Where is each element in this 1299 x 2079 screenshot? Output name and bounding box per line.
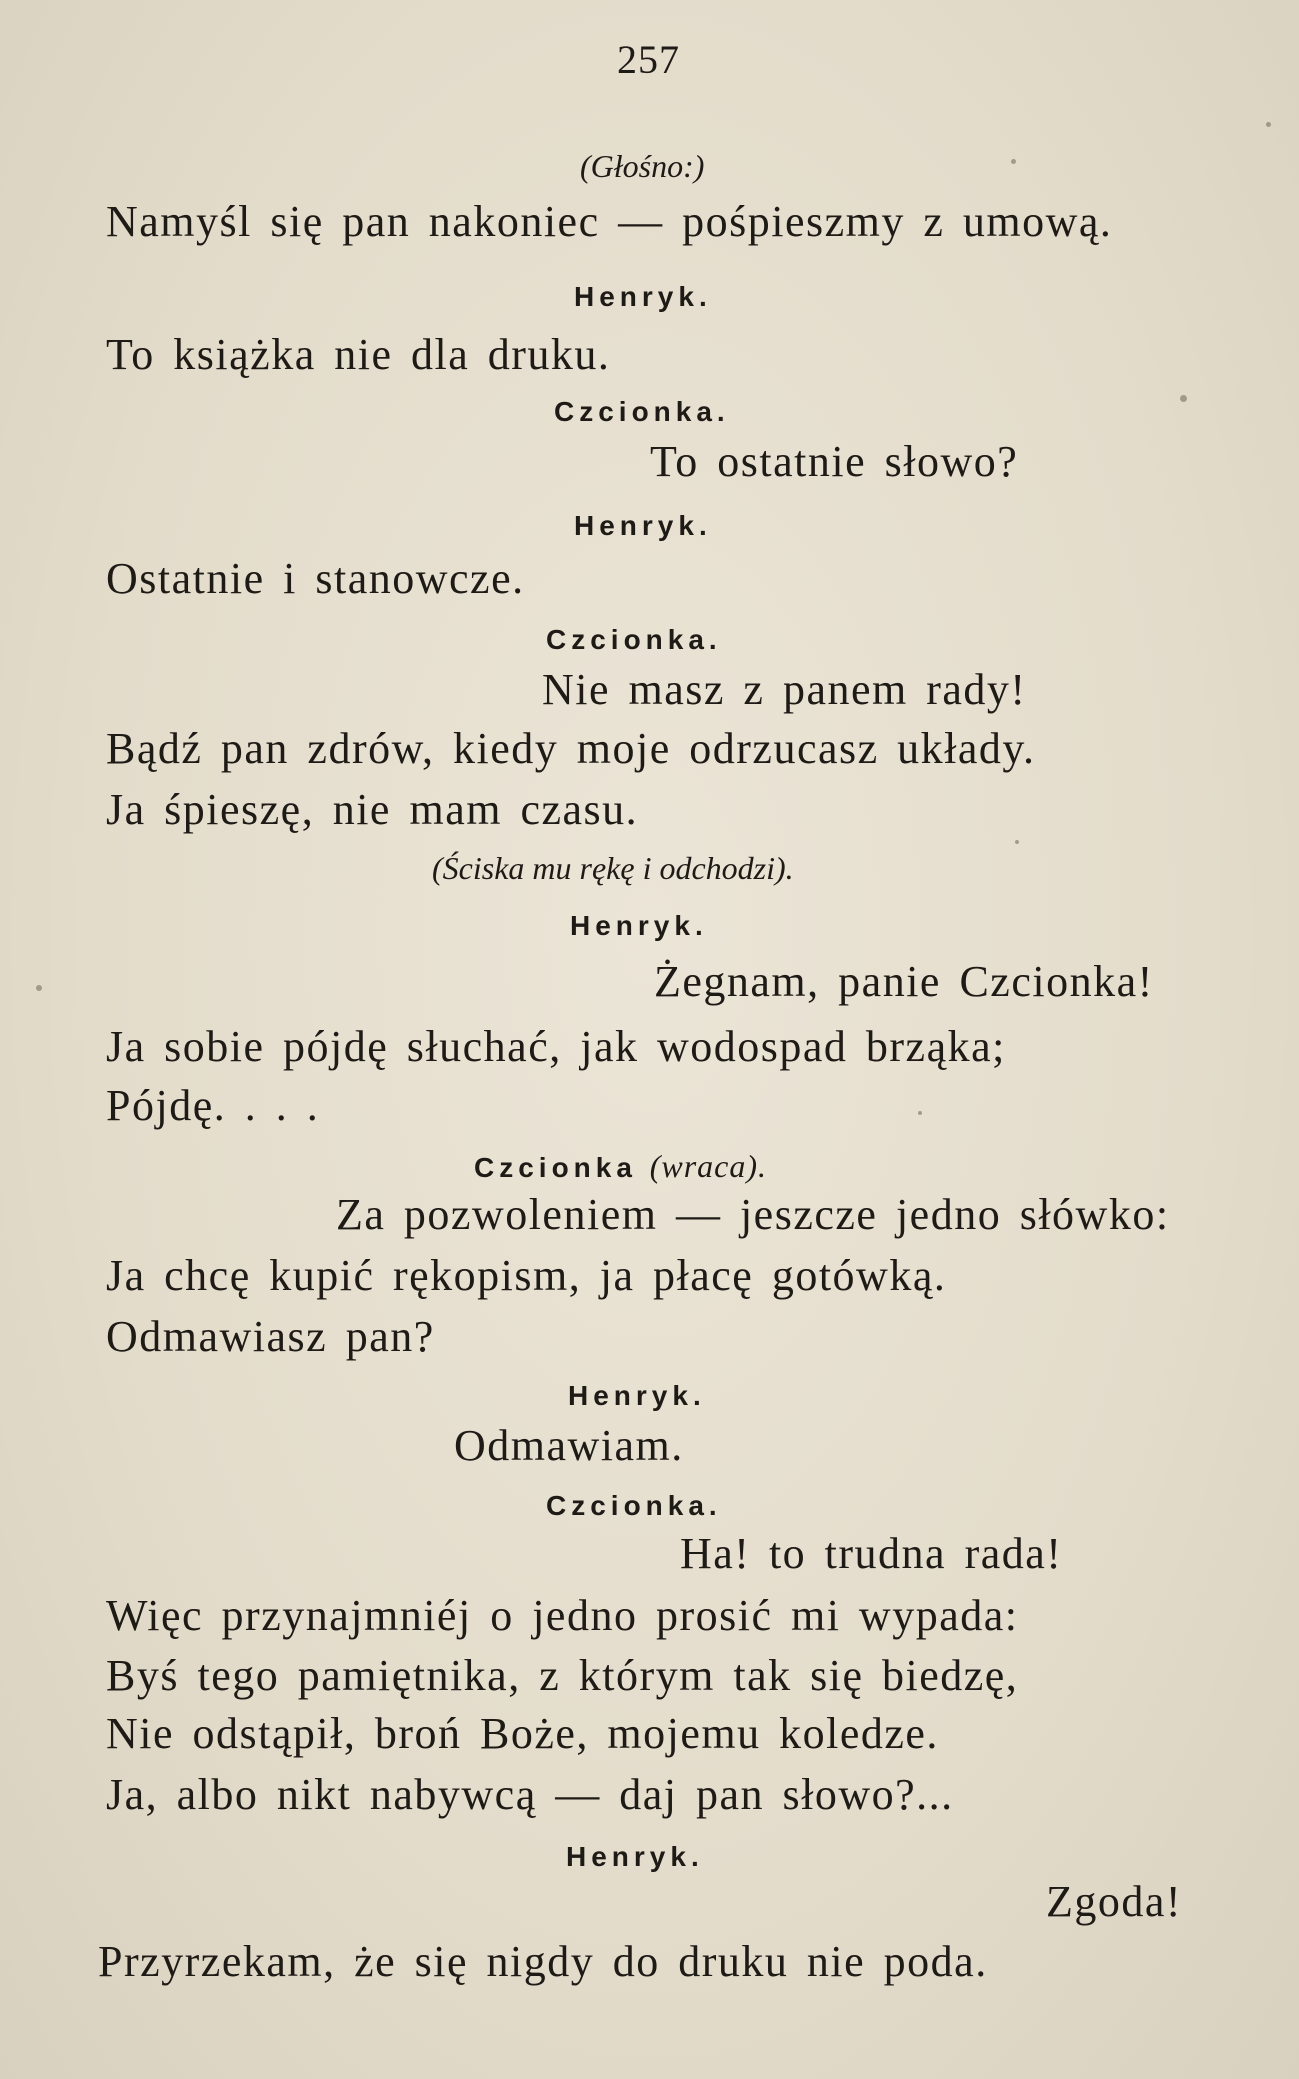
- speaker-name: Henryk.: [574, 281, 712, 312]
- speaker-name: Henryk.: [574, 510, 712, 541]
- speaker-name: Czcionka.: [554, 396, 730, 427]
- verse-line: Więc przynajmniéj o jedno prosić mi wypada:: [106, 1591, 1019, 1640]
- paper-speck: [1011, 159, 1016, 164]
- speaker-name: Henryk.: [566, 1841, 704, 1872]
- verse-line: Nie odstąpił, broń Boże, mojemu koledze.: [106, 1709, 939, 1758]
- speaker-name: Henryk.: [570, 910, 708, 941]
- verse-line: Przyrzekam, że się nigdy do druku nie poda.: [98, 1937, 988, 1986]
- paper-speck: [918, 1111, 922, 1115]
- verse-line: Odmawiam.: [454, 1421, 684, 1470]
- paper-speck: [1180, 395, 1187, 402]
- speaker-name: [474, 1150, 767, 1182]
- verse-line: Ostatnie i stanowcze.: [106, 554, 525, 603]
- verse-line: Zgoda!: [1046, 1877, 1183, 1926]
- verse-line: Ja chcę kupić rękopism, ja płacę gotówką.: [106, 1251, 947, 1300]
- paper-speck: [36, 985, 42, 991]
- verse-line: To książka nie dla druku.: [106, 330, 611, 379]
- verse-line: Za pozwoleniem — jeszcze jedno słówko:: [336, 1190, 1170, 1239]
- verse-line: Pójdę. . . .: [106, 1081, 320, 1130]
- verse-line: Ha! to trudna rada!: [680, 1529, 1063, 1578]
- verse-line: Odmawiasz pan?: [106, 1312, 435, 1361]
- verse-line: Żegnam, panie Czcionka!: [654, 957, 1154, 1006]
- page-number: 257: [617, 37, 680, 82]
- verse-line: Ja, albo nikt nabywcą — daj pan słowo?...: [106, 1770, 954, 1819]
- speaker-name: Czcionka.: [546, 1490, 722, 1521]
- verse-line: To ostatnie słowo?: [650, 437, 1019, 486]
- verse-line: Nie masz z panem rady!: [542, 665, 1027, 714]
- verse-line: Namyśl się pan nakoniec — pośpieszmy z umową.: [106, 197, 1113, 246]
- verse-line: Byś tego pamiętnika, z którym tak się biedzę,: [106, 1651, 1019, 1700]
- stage-direction: (Ściska mu rękę i odchodzi).: [432, 850, 794, 886]
- paper-speck: [1266, 122, 1271, 127]
- paper-speck: [1015, 840, 1019, 844]
- stage-direction: (Głośno:): [580, 148, 705, 184]
- stage-direction-inline: (wraca).: [649, 1148, 768, 1184]
- verse-line: Ja śpieszę, nie mam czasu.: [106, 785, 639, 834]
- speaker-name: Henryk.: [568, 1380, 706, 1411]
- speaker-name: Czcionka.: [546, 624, 722, 655]
- speaker-name-text: Czcionka: [474, 1152, 637, 1183]
- verse-line: Bądź pan zdrów, kiedy moje odrzucasz układy.: [106, 724, 1036, 773]
- verse-line: Ja sobie pójdę słuchać, jak wodospad brząka;: [106, 1022, 1006, 1071]
